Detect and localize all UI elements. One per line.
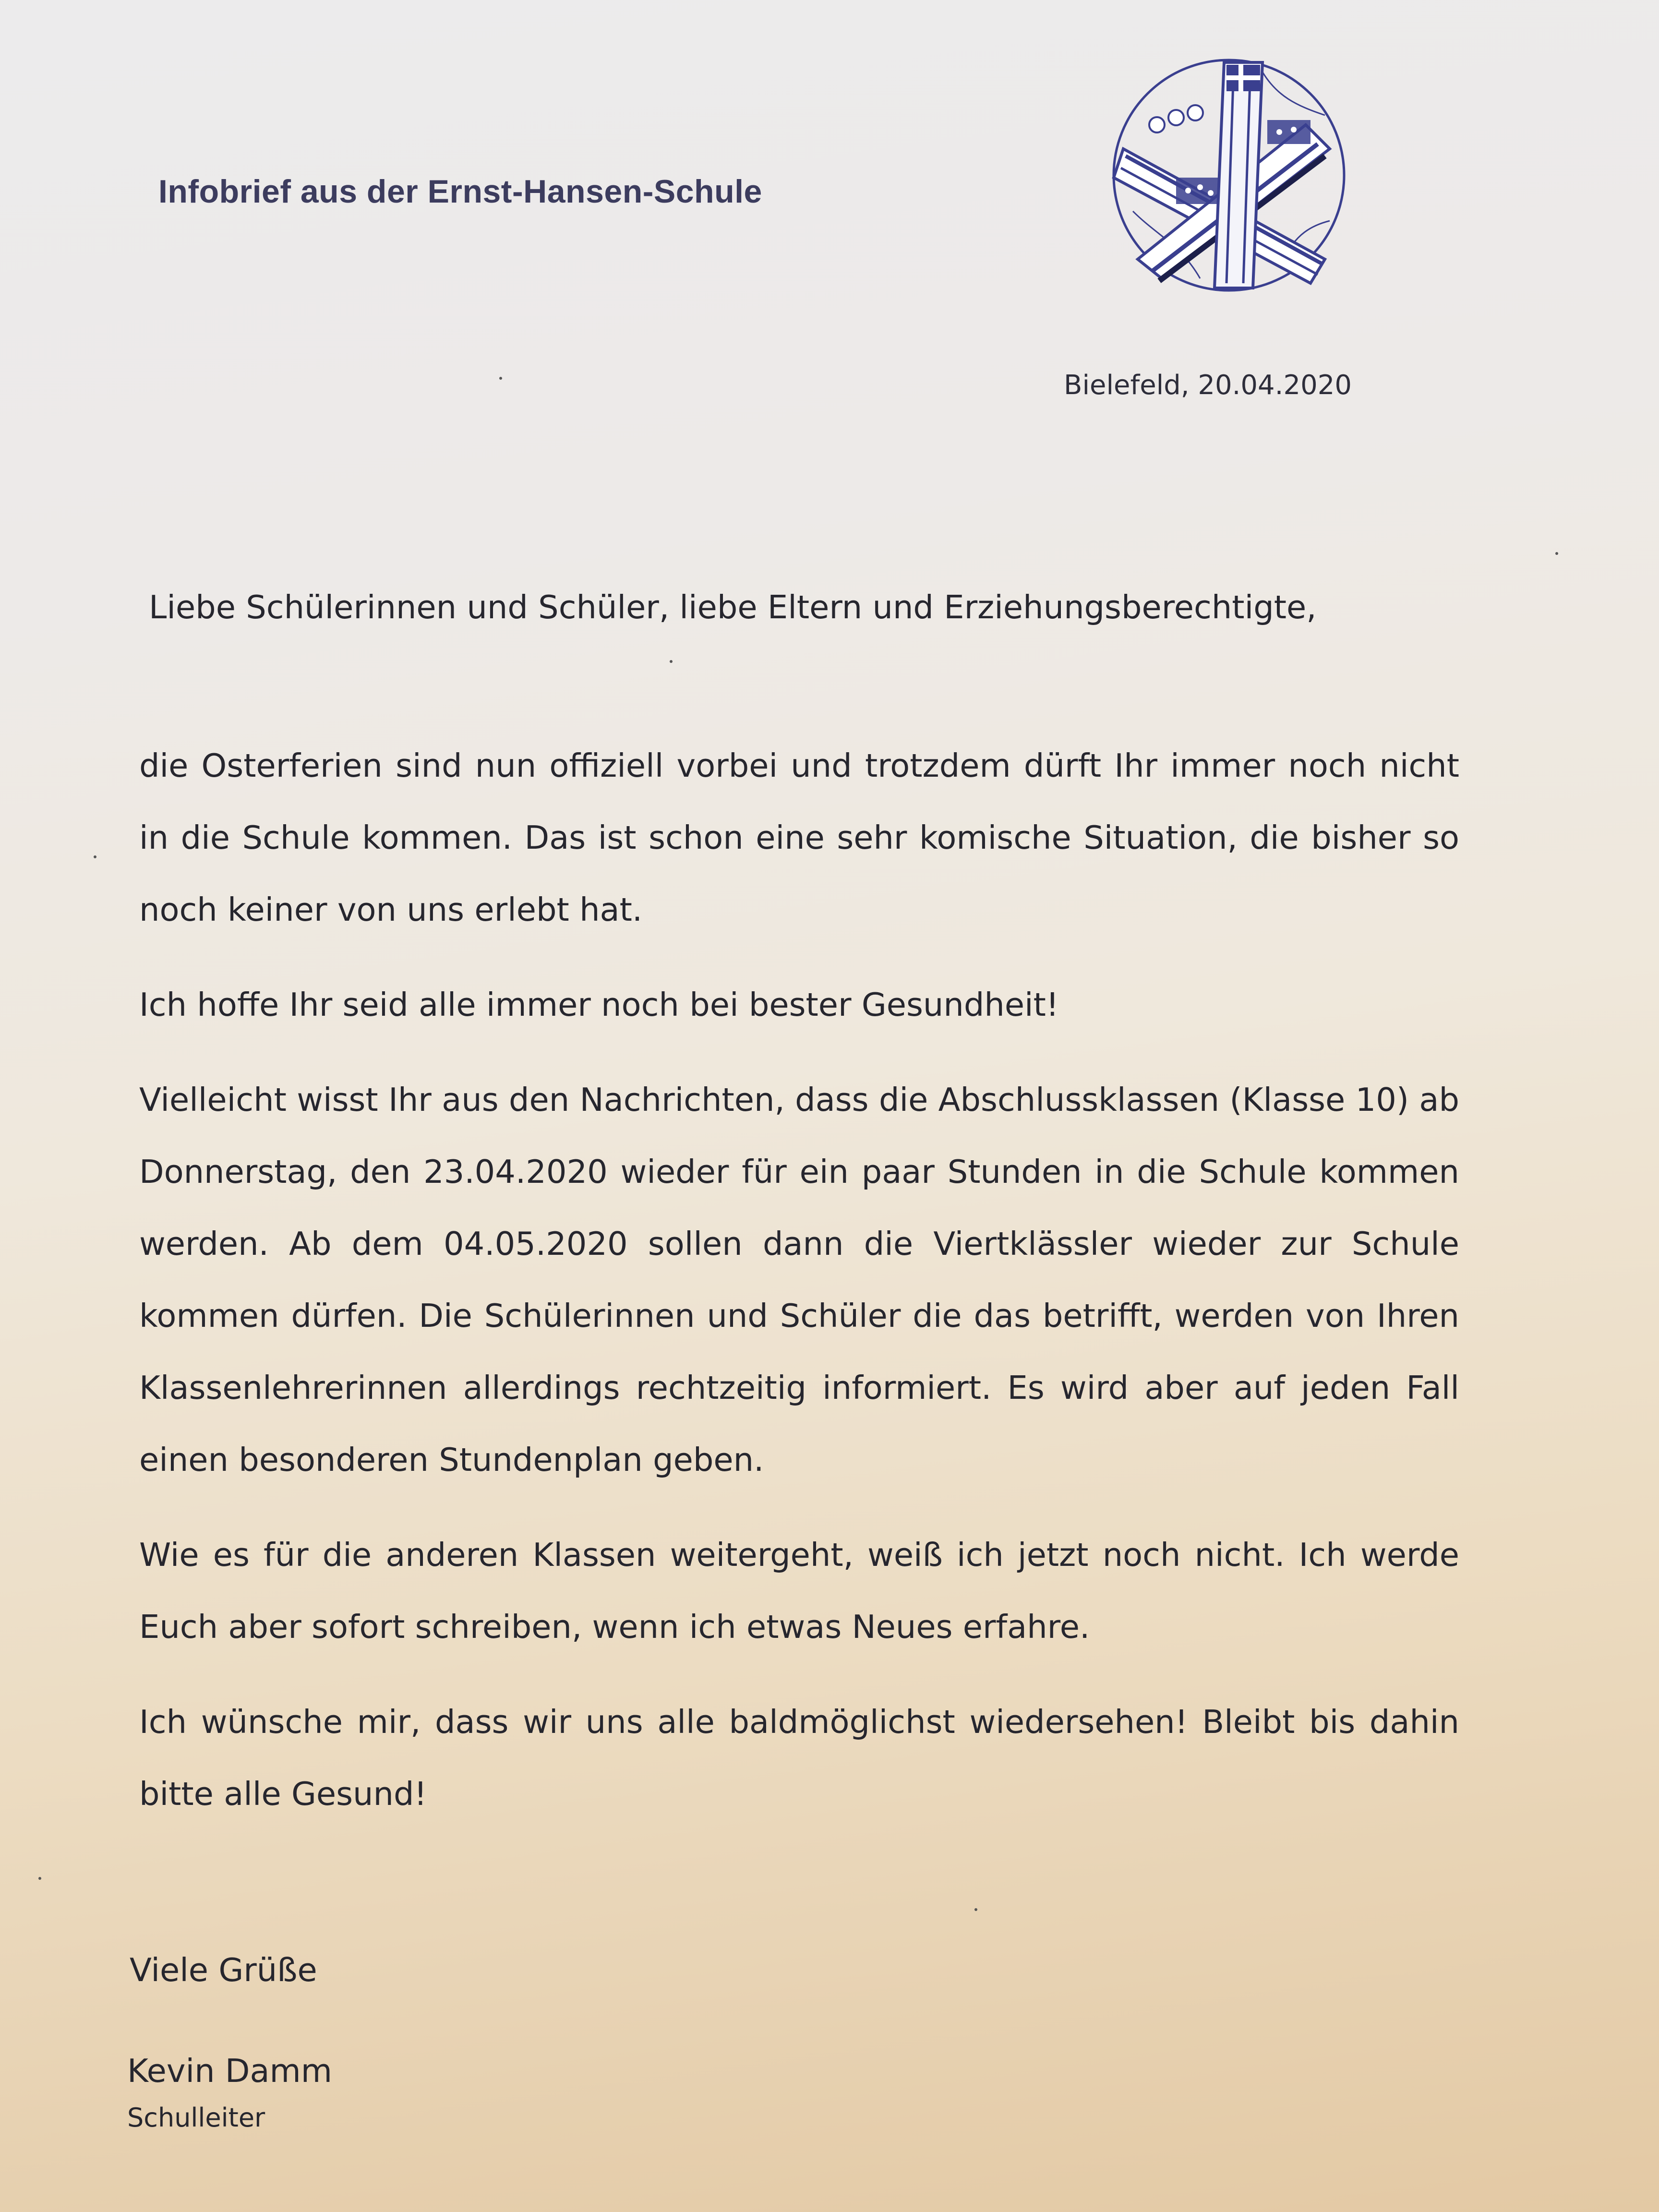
paragraph: die Osterferien sind nun offiziell vorbei und trotzdem dürft Ihr immer noch nicht in die Schule kommen. Das ist schon eine sehr komische Situation, die bisher so noch keiner von uns erlebt hat. xyxy=(139,747,1459,928)
paper-speck xyxy=(94,855,96,858)
paper-speck xyxy=(670,660,673,663)
paragraph: Wie es für die anderen Klassen weitergeht, weiß ich jetzt noch nicht. Ich werde Euch aber sofort schreiben, wenn ich etwas Neues erfahre. xyxy=(139,1536,1459,1646)
letter-date: Bielefeld, 20.04.2020 xyxy=(1064,370,1352,401)
school-logo-globe-icon xyxy=(1104,53,1354,298)
signature-name: Kevin Damm xyxy=(127,2052,333,2090)
letter-closing: Viele Grüße xyxy=(130,1951,317,1989)
signature-role: Schulleiter xyxy=(127,2103,265,2133)
letter-salutation: Liebe Schülerinnen und Schüler, liebe Eltern und Erziehungsberechtigte, xyxy=(149,589,1317,626)
paper-speck xyxy=(499,377,502,380)
paragraph: Ich wünsche mir, dass wir uns alle baldmöglichst wiedersehen! Bleibt bis dahin bitte alle Gesund! xyxy=(139,1703,1459,1813)
paragraph: Ich hoffe Ihr seid alle immer noch bei bester Gesundheit! xyxy=(139,986,1059,1023)
paper-speck xyxy=(38,1877,41,1880)
paragraph: Vielleicht wisst Ihr aus den Nachrichten, dass die Abschlussklassen (Klasse 10) ab Donnerstag, den 23.04.2020 wieder für ein paar Stunden in die Schule kommen werden. Ab dem 04.05.2020 sollen dann die Viertklässler wieder zur Schule kommen dürfen. Die Schülerinnen und Schüler die das betrifft, werden von Ihren Klassenlehrerinnen allerdings rechtzeitig informiert. Es wird aber auf jeden Fall einen besonderen Stundenplan geben. xyxy=(139,1081,1459,1479)
paper-speck xyxy=(1555,552,1558,555)
letter-body xyxy=(139,730,1459,1853)
paper-speck xyxy=(974,1908,977,1911)
letter-header-title: Infobrief aus der Ernst-Hansen-Schule xyxy=(158,173,762,210)
